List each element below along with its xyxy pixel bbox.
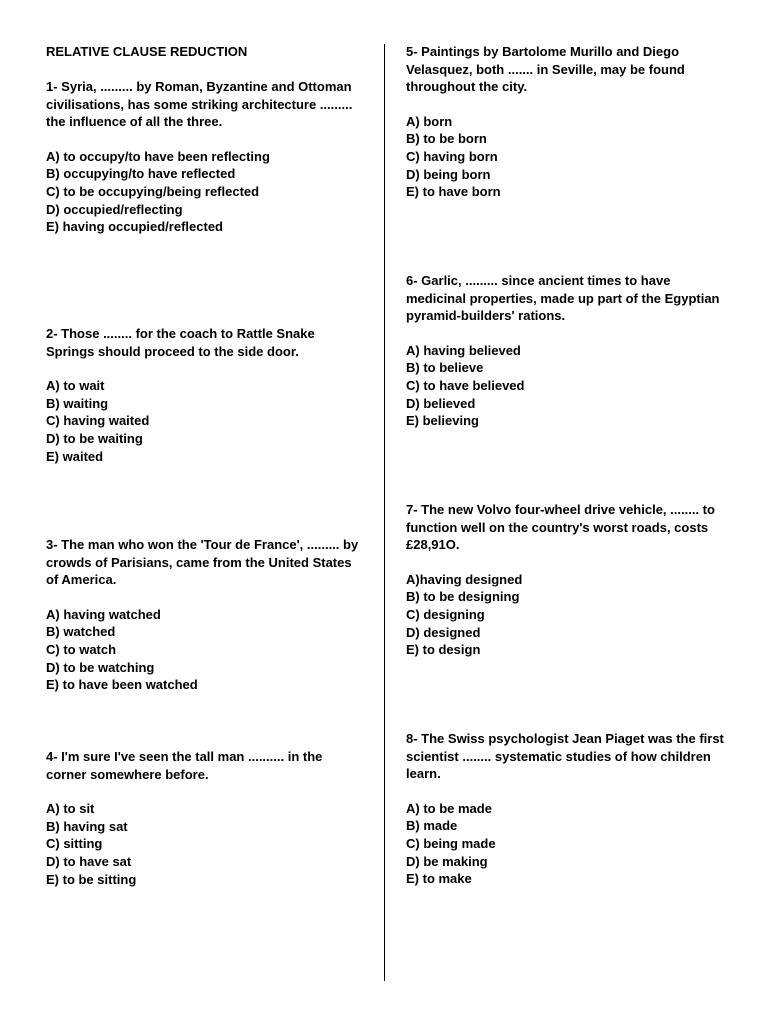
option-e: E) to have born — [406, 184, 501, 200]
option-e: E) to make — [406, 871, 472, 887]
answer-options — [46, 148, 366, 236]
option-a: A) to occupy/to have been reflecting — [46, 148, 270, 164]
option-d: D) to have sat — [46, 853, 132, 869]
question-stem: 5- Paintings by Bartolome Murillo and Diego Velasquez, both ....... in Seville, may be found throughout the city. — [406, 44, 685, 95]
option-a: A) to wait — [46, 378, 105, 394]
question-2 — [46, 325, 366, 465]
option-b: B) made — [406, 818, 458, 834]
answer-options — [46, 606, 366, 694]
question-stem: 1- Syria, ......... by Roman, Byzantine and Ottoman civilisations, has some striking architecture ......... the influence of all the three. — [46, 79, 353, 130]
question-8 — [406, 730, 726, 888]
option-c: C) to have believed — [406, 377, 525, 393]
option-b: B) waiting — [46, 395, 109, 411]
answer-options — [46, 800, 366, 888]
option-c: C) having born — [406, 148, 498, 164]
option-b: B) to be designing — [406, 589, 520, 605]
option-b: B) occupying/to have reflected — [46, 166, 236, 182]
option-a: A) born — [406, 113, 453, 129]
option-a: A) to be made — [406, 800, 492, 816]
question-stem: 2- Those ........ for the coach to Rattle Snake Springs should proceed to the side door. — [46, 326, 315, 359]
option-b: B) to believe — [406, 360, 484, 376]
option-d: D) to be waiting — [46, 430, 143, 446]
option-c: C) to watch — [46, 641, 117, 657]
option-e: E) waited — [46, 448, 104, 464]
question-7 — [406, 501, 726, 659]
option-a: A)having designed — [406, 571, 523, 587]
option-e: E) to have been watched — [46, 677, 198, 693]
option-d: D) be making — [406, 853, 488, 869]
answer-options — [406, 342, 726, 430]
question-stem: 8- The Swiss psychologist Jean Piaget was the first scientist ........ systematic studies of how children learn. — [406, 731, 724, 782]
question-6 — [406, 272, 726, 430]
question-stem: 7- The new Volvo four-wheel drive vehicle, ........ to function well on the country's worst roads, costs £28,91O. — [406, 502, 715, 553]
option-e: E) to be sitting — [46, 871, 137, 887]
question-stem: 6- Garlic, ......... since ancient times to have medicinal properties, made up part of the Egyptian pyramid-builders' rations. — [406, 273, 720, 324]
option-d: D) being born — [406, 166, 491, 182]
option-e: E) believing — [406, 413, 479, 429]
option-d: D) designed — [406, 624, 481, 640]
question-4 — [46, 748, 366, 888]
question-1 — [46, 78, 366, 236]
question-3 — [46, 536, 366, 694]
question-5 — [406, 43, 726, 201]
option-d: D) believed — [406, 395, 476, 411]
option-c: C) designing — [406, 606, 485, 622]
question-stem: 3- The man who won the 'Tour de France', ......... by crowds of Parisians, came from the United States of America. — [46, 537, 359, 588]
option-b: B) to be born — [406, 131, 487, 147]
left-column — [46, 43, 366, 887]
option-a: A) to sit — [46, 801, 95, 817]
option-e: E) having occupied/reflected — [46, 219, 223, 235]
option-e: E) to design — [406, 642, 481, 658]
question-stem: 4- I'm sure I've seen the tall man .......... in the corner somewhere before. — [46, 749, 323, 782]
option-a: A) having watched — [46, 606, 161, 622]
page-title: RELATIVE CLAUSE REDUCTION — [46, 44, 248, 59]
column-divider — [384, 44, 385, 981]
option-d: D) occupied/reflecting — [46, 201, 183, 217]
answer-options — [406, 113, 726, 201]
answer-options — [406, 571, 726, 659]
option-b: B) watched — [46, 624, 116, 640]
option-a: A) having believed — [406, 342, 521, 358]
answer-options — [46, 377, 366, 465]
option-c: C) sitting — [46, 836, 103, 852]
option-d: D) to be watching — [46, 659, 155, 675]
option-c: C) being made — [406, 835, 496, 851]
option-b: B) having sat — [46, 818, 128, 834]
answer-options — [406, 800, 726, 888]
option-c: C) having waited — [46, 413, 150, 429]
option-c: C) to be occupying/being reflected — [46, 183, 260, 199]
